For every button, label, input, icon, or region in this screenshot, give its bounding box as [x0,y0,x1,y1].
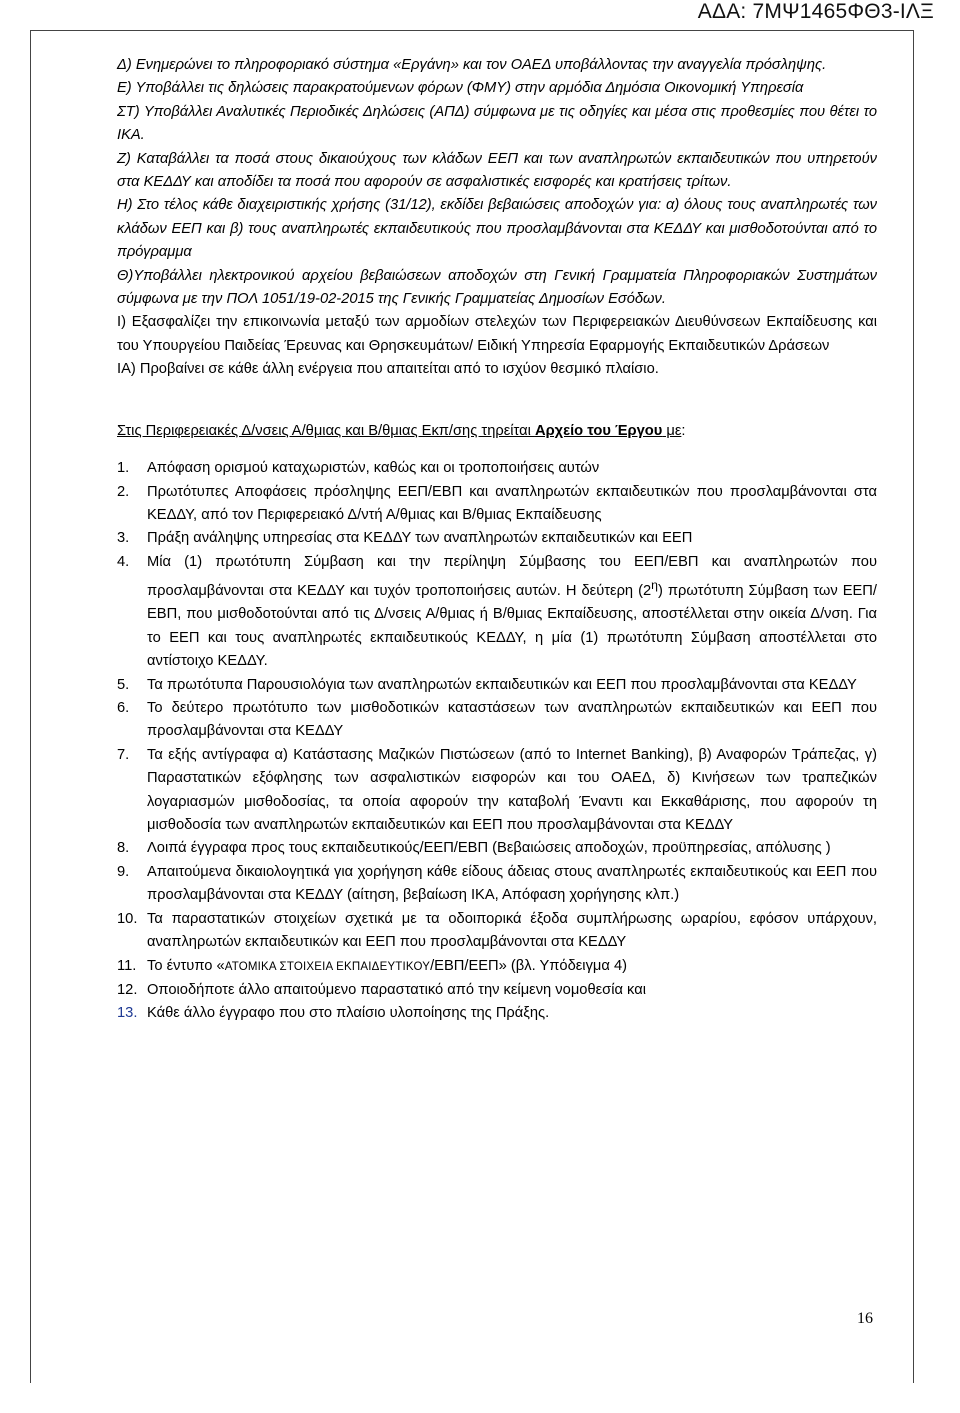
list-item: 11. Το έντυπο «ΑΤΟΜΙΚΑ ΣΤΟΙΧΕΙΑ ΕΚΠΑΙΔΕΥΤΙΚΟΥ/ΕΒΠ/ΕΕΠ» (βλ. Υπόδειγμα 4) [117,957,628,974]
list-item: 5. Τα πρωτότυπα Παρουσιολόγια των αναπληρωτών εκπαιδευτικών και ΕΕΠ που προσλαμβάνονται στα ΚΕΔΔΥ [117,676,857,693]
paragraph-st: ΣΤ) Υποβάλλει Αναλυτικές Περιοδικές Δηλώσεις (ΑΠΔ) σύμφωνα με τις οδηγίες και μέσα στις προθεσμίες που θέτει το ΙΚΑ. [117,103,877,144]
ada-code: ΑΔΑ: 7ΜΨ1465ΦΘ3-ΙΛΞ [697,0,934,23]
list-item: 13. Κάθε άλλο έγγραφο που στο πλαίσιο υλοποίησης της Πράξης. [117,1005,550,1022]
heading-text: Στις Περιφερειακές Δ/νσεις Α/θμιας και Β/θμιας Εκπ/σης τηρείται [117,422,535,439]
heading-colon: : [681,422,686,439]
section-heading [117,420,877,443]
list-item: 6. Το δεύτερο πρωτότυπο των μισθοδοτικών καταστάσεων των αναπληρωτών εκπαιδευτικών και ΕΕΠ που προσλαμβάνονται στα ΚΕΔΔΥ [117,700,877,740]
list-item: 8. Λοιπά έγγραφα προς τους εκπαιδευτικούς/ΕΕΠ/ΕΒΠ (Βεβαιώσεις αποδοχών, προϋπηρεσίας, απόλυσης ) [117,840,831,857]
list-item: 2. Πρωτότυπες Αποφάσεις πρόσληψης ΕΕΠ/ΕΒΠ και αναπληρωτών εκπαιδευτικών που προσλαμβάνονται στα ΚΕΔΔΥ, από τον Περιφερειακό Δ/ντή Α/θμιας και Β/θμιας Εκπαίδευσης [117,483,877,523]
paragraph-iota: Ι) Εξασφαλίζει την επικοινωνία μεταξύ των αρμοδίων στελεχών των Περιφερειακών Διευθύνσεων Εκπαίδευσης και του Υπουργείου Παιδείας Έρευνας και Θρησκευμάτων/ Ειδική Υπηρεσία Εφαρμογής Εκπαιδευτικών Δράσεων [117,314,877,354]
paragraph-ia: ΙΑ) Προβαίνει σε κάθε άλλη ενέργεια που απαιτείται από το ισχύον θεσμικό πλαίσιο. [117,361,659,378]
heading-bold: Αρχείο του Έργου [534,422,663,439]
heading-tail: με [662,422,682,439]
list-item: 10. Τα παραστατικών στοιχείων σχετικά με τα οδοιπορικά έξοδα συμπλήρωσης ωραρίου, εφόσον υπάρχουν, αναπληρωτών εκπαιδευτικών και ΕΕΠ που προσλαμβάνονται στα ΚΕΔΔΥ [117,910,877,951]
superscript: η [651,578,658,593]
archive-list [117,457,877,1026]
document-body [117,54,877,1026]
paragraph-d: Δ) Ενημερώνει το πληροφοριακό σύστημα «Εργάνη» και τον ΟΑΕΔ υποβάλλοντας την αναγγελία πρόσληψης. [117,57,827,73]
paragraph-z: Ζ) Καταβάλλει τα ποσά στους δικαιούχους των κλάδων ΕΕΠ και των αναπληρωτών εκπαιδευτικών που υπηρετούν στα ΚΕΔΔΥ και αποδίδει τα ποσά που αφορούν σε ασφαλιστικές εισφορές και κρατήσεις τρίτων. [117,150,877,191]
list-item: 3. Πράξη ανάληψης υπηρεσίας στα ΚΕΔΔΥ των αναπληρωτών εκπαιδευτικών και ΕΕΠ [117,530,693,547]
paragraph-i: Η) Στο τέλος κάθε διαχειριστικής χρήσης (31/12), εκδίδει βεβαιώσεις αποδοχών για: α) όλους τους αναπληρωτές των κλάδων ΕΕΠ και β) τους αναπληρωτές εκπαιδευτικούς που προσλαμβάνονται στα ΚΕΔΔΥ και μισθοδοτούνται από το πρόγραμμα [117,197,877,261]
list-item: 4. Μία (1) πρωτότυπη Σύμβαση και την περίληψη Σύμβασης του ΕΕΠ/ΕΒΠ και αναπληρωτών που προσλαμβάνονται στα ΚΕΔΔΥ και τυχόν τροποποιήσεις αυτών. Η δεύτερη $(2^\eta)$ πρωτότυπη Σύμβαση των ΕΕΠ/ΕΒΠ, που μισθοδοτούνται από τις Δ/νσεις Α/θμιας ή Β/θμιας Εκπαίδευσης, αποστέλλεται στην οικεία Δ/νση. Για το ΕΕΠ και τους αναπληρωτές εκπαιδευτικούς ΚΕΔΔΥ, η μία (1) πρωτότυπη Σύμβαση αποστέλλεται στο αντίστοιχο ΚΕΔΔΥ. [117,553,877,670]
list-item: 12. Οποιοδήποτε άλλο απαιτούμενο παραστατικό από την κείμενη νομοθεσία και [117,981,646,998]
list-item: 9. Απαιτούμενα δικαιολογητικά για χορήγηση κάθε είδους άδειας στους αναπληρωτές εκπαιδευτικούς και ΕΕΠ που προσλαμβάνονται στα ΚΕΔΔΥ (αίτηση, βεβαίωση ΙΚΑ, Απόφαση χορήγησης κλπ.) [117,863,877,904]
list-item: 7. Τα εξής αντίγραφα α) Κατάστασης Μαζικών Πιστώσεων (από το Internet Banking), β) Αναφορών Τράπεζας, γ) Παραστατικών εξόφλησης των ασφαλιστικών εισφορών και του ΟΑΕΔ, δ) Κινήσεων των τραπεζικών λογαριασμών μισθοδοσίας, τα οποία αφορούν την καταβολή Έναντι και Εκκαθάρισης, που αφορούν τη μισθοδοσία των αναπληρωτών εκπαιδευτικών και ΕΕΠ που προσλαμβάνονται στα ΚΕΔΔΥ [117,746,877,834]
page-number: 16 [857,1310,873,1327]
paragraph-e: Ε) Υποβάλλει τις δηλώσεις παρακρατούμενων φόρων (ΦΜΥ) στην αρμόδια Δημόσια Οικονομική Υπηρεσία [117,80,804,97]
paragraph-th: Θ)Υποβάλλει ηλεκτρονικού αρχείου βεβαιώσεων αποδοχών στη Γενική Γραμματεία Πληροφοριακών Συστημάτων σύμφωνα με την ΠΟΛ 1051/19-02-2015 της Γενικής Γραμματείας Δημοσίων Εσόδων. [117,267,877,308]
list-item: 1. Απόφαση ορισμού καταχωριστών, καθώς και οι τροποποιήσεις αυτών [117,460,600,477]
